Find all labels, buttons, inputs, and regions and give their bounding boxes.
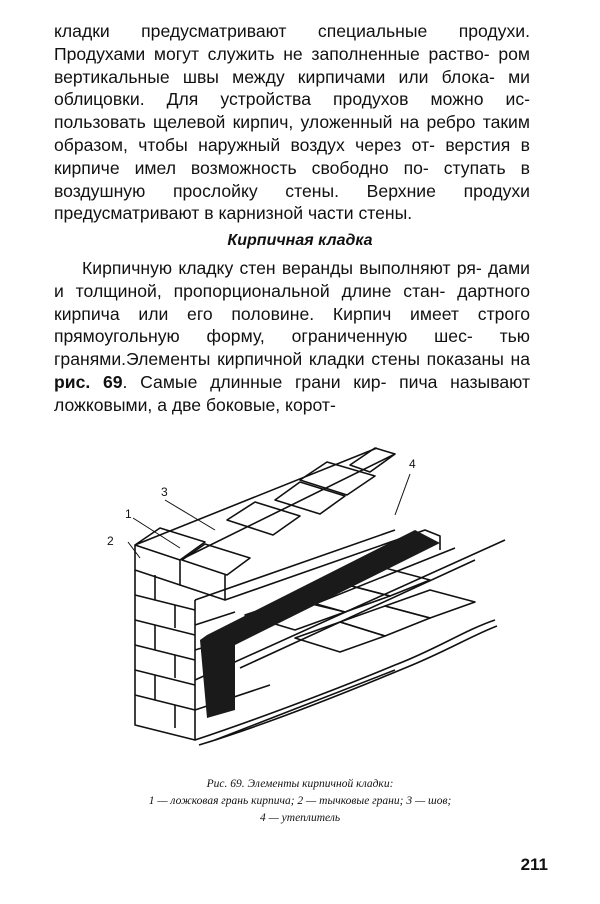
text-line: дартного кирпича или его половине. Кирпич имеет — [54, 280, 530, 324]
figure-caption-legend: 1 — ложковая грань кирпича; 2 — тычковые грани; 3 — шов; — [148, 795, 452, 807]
page-number: 211 — [520, 855, 548, 874]
text-line: пользовать щелевой кирпич, уложенный на ребро — [54, 112, 476, 133]
text-line: кладки предусматривают специальные продухи. — [54, 21, 530, 41]
figure-caption-legend: 4 — утеплитель — [259, 812, 341, 824]
brick-top — [135, 528, 205, 560]
brick-top — [350, 448, 395, 472]
text-line: верстия в кирпиче имел возможность свободно по- — [54, 134, 530, 178]
text-line: продухи предусматривают в карнизной части стены. — [54, 180, 531, 224]
text-line: строго прямоугольную форму, ограниченную шес- — [54, 303, 531, 347]
text-line: ми облицовки. Для устройства продухов можно ис- — [54, 66, 531, 110]
text-line: дами и толщиной, пропорциональной длине стан- — [54, 258, 530, 301]
paragraph-main — [54, 257, 530, 417]
brick-wall-figure — [95, 440, 515, 760]
brick-top — [300, 462, 375, 495]
text-line: . Самые длинные грани кир- — [122, 371, 387, 392]
text-line: пича называют ложковыми, а две боковые, корот- — [54, 371, 530, 415]
section-heading: Кирпичная кладка — [227, 232, 373, 249]
text-line: Кирпичную кладку стен веранды выполняют ря- — [82, 258, 482, 278]
figure-caption-title: Рис. 69. Элементы кирпичной кладки: — [206, 778, 394, 790]
figure-label-3: 3 — [161, 485, 168, 499]
brick-top — [275, 482, 345, 514]
paragraph-top — [54, 20, 530, 225]
text-line: ступать в воздушную прослойку стены. Верхние — [54, 157, 531, 201]
figure-label-1: 1 — [125, 507, 132, 521]
figure-label-4: 4 — [409, 457, 416, 471]
figure-reference: рис. 69 — [54, 371, 123, 392]
brick-top — [182, 544, 250, 575]
text-line: тью гранями.Элементы кирпичной кладки стены — [54, 326, 530, 370]
text-line: Продухами могут служить не заполненные раство- — [54, 43, 490, 64]
text-line: ром вертикальные швы между кирпичами или блока- — [54, 43, 531, 87]
text-line: показаны на — [426, 349, 530, 370]
figure-label-2: 2 — [107, 534, 114, 548]
text-line: таким образом, чтобы наружный воздух через от- — [54, 112, 530, 155]
